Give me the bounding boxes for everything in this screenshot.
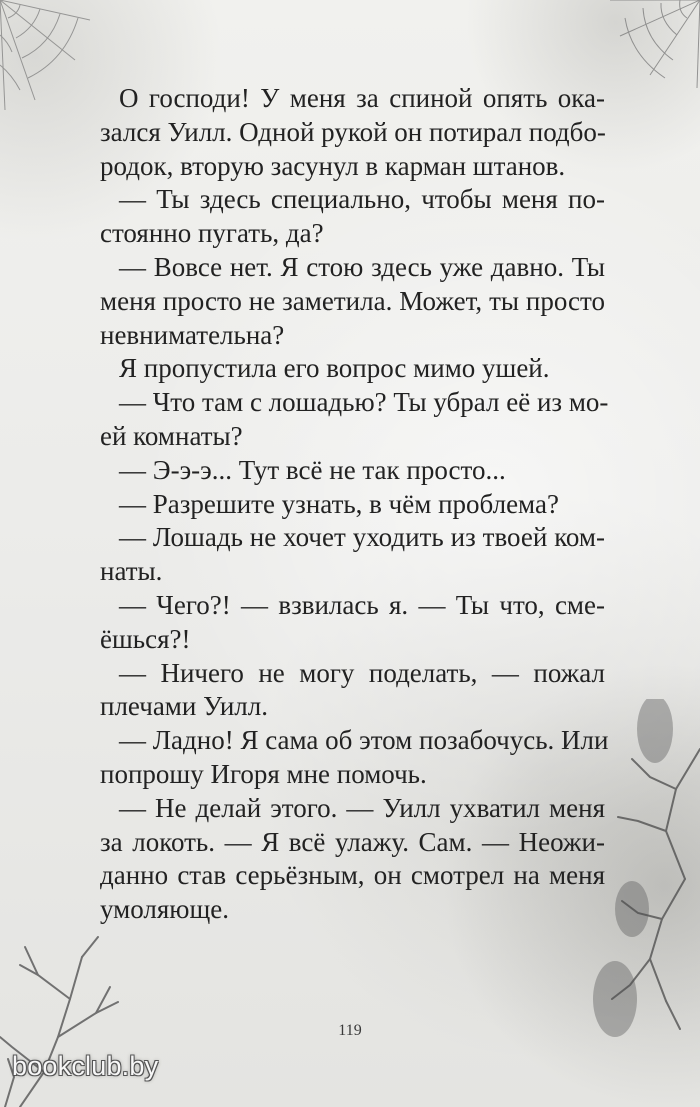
page-number: 119 [338,1022,362,1039]
text-line: — Э-э-э... Тут всё не так просто... [119,454,506,485]
page-text [100,82,609,927]
text-line: ей комнаты? [100,420,243,451]
spiderweb-top-right-decoration [585,0,700,95]
text-line: О господи! У меня за спиной опять ока- [119,83,605,113]
text-line: умоляюще. [100,894,229,925]
text-line: наты. [100,556,163,587]
watermark: bookclub.by [12,1051,159,1081]
text-line: меня просто не заметила. Может, ты просто [100,285,605,316]
text-line: — Ничего не могу поделать, — пожал [119,657,605,688]
text-line: зался Уилл. Одной рукой он потирал подбо- [100,116,606,147]
text-line: ёшься?! [100,623,191,654]
text-line: — Ладно! Я сама об этом позабочусь. Или [119,725,609,756]
text-line: Я пропустила его вопрос мимо ушей. [119,353,550,384]
text-line: — Что там с лошадью? Ты убрал её из мо- [119,387,609,418]
text-line: — Вовсе нет. Я стою здесь уже давно. Ты [119,251,605,282]
text-line: плечами Уилл. [100,691,268,722]
text-line: за локоть. — Я всё улажу. Сам. — Неожи- [100,826,605,857]
text-line: — Лошадь не хочет уходить из твоей ком- [119,522,605,553]
text-line: родок, вторую засунул в карман штанов. [100,150,566,181]
text-line: попрошу Игоря мне помочь. [100,758,427,789]
text-line: данно став серьёзным, он смотрел на меня [100,860,605,891]
text-line: — Ты здесь специально, чтобы меня по- [119,184,605,215]
text-line: стоянно пугать, да? [100,218,324,249]
text-line: невнимательна? [100,319,285,350]
text-line: — Не делай этого. — Уилл ухватил меня [119,792,605,823]
text-line: — Чего?! — взвилась я. — Ты что, сме- [119,589,605,620]
text-line: — Разрешите узнать, в чём проблема? [119,488,559,519]
